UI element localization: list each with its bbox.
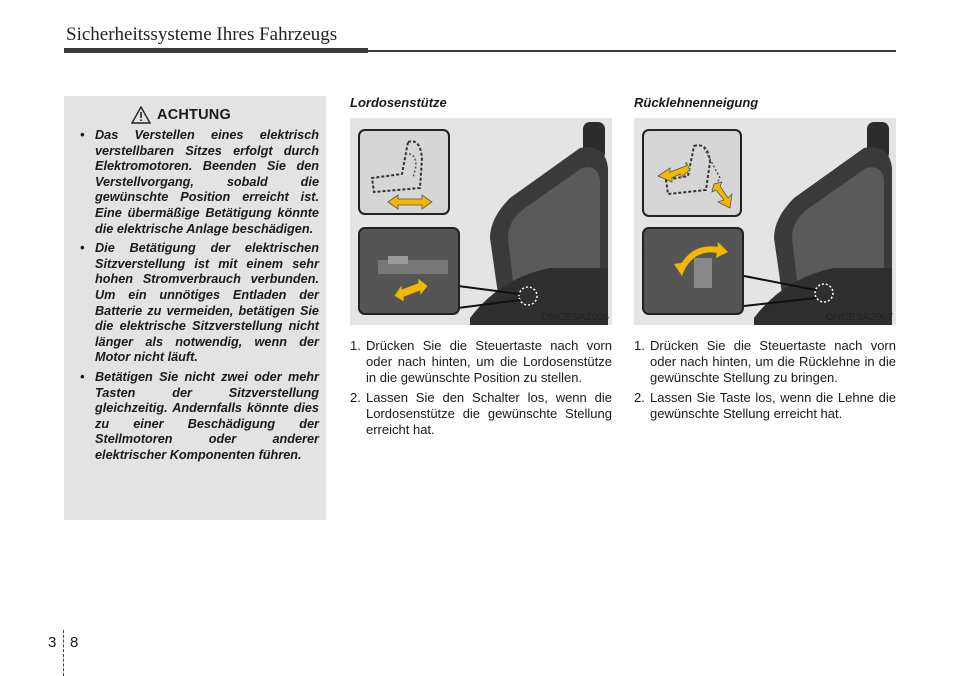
recline-steps	[634, 338, 896, 425]
bullet: •	[80, 369, 85, 384]
step-text: Drücken Sie die Steuertaste nach vorn oder nach hinten, um die Lordosenstütze in die gewünschte Position zu stellen.	[366, 338, 612, 386]
warning-header	[43, 106, 319, 124]
lumbar-section-title: Lordosenstütze	[350, 95, 447, 110]
recline-illustration	[634, 118, 896, 325]
lumbar-image-code: ONCESA2006	[541, 311, 609, 323]
warning-item-text: Das Verstellen eines elektrisch verstellbaren Sitzes erfolgt durch Elektromotoren. Beenden Sie den Verstellvorgang, sobald die gewünschte Position erreicht ist. Eine übermäßige Betätigung könnte die elektrische Anlage beschädigen.	[95, 128, 319, 236]
header-rule-thin	[368, 50, 896, 52]
recline-image-code: ONCESA2007	[825, 311, 893, 323]
page-header-title: Sicherheitssysteme Ihres Fahrzeugs	[66, 24, 338, 45]
recline-section-title: Rücklehnenneigung	[634, 95, 759, 110]
warning-title: ACHTUNG	[157, 107, 231, 123]
page-number: 8	[70, 634, 79, 651]
warning-list	[73, 128, 319, 463]
recline-seat-illustration	[634, 118, 896, 325]
bullet: •	[80, 241, 85, 256]
list-item	[634, 390, 896, 422]
list-item	[634, 338, 896, 387]
warning-triangle-icon	[131, 106, 151, 124]
footer-divider	[63, 630, 64, 676]
warning-item-text: Betätigen Sie nicht zwei oder mehr Tasten der Sitzverstellung gleichzeitig. Andernfalls könnte dies zu einer Beschädigung der Stellmotoren oder anderer elektrischer Komponenten führen.	[95, 369, 319, 462]
step-number: 1.	[634, 338, 645, 353]
step-text: Lassen Sie Taste los, wenn die Lehne die gewünschte Stellung erreicht hat.	[650, 389, 896, 421]
warning-item	[73, 370, 319, 464]
lumbar-seat-illustration	[350, 118, 612, 325]
warning-item-text: Die Betätigung der elektrischen Sitzverstellung ist mit einem sehr hohen Stromverbrauch verbunden. Um ein unnötiges Entladen der Batterie zu vermeiden, betätigen Sie die elektrische Sitzverstellung nicht länger als notwendig, wenn der Motor nicht läuft.	[95, 241, 319, 365]
bullet: •	[80, 128, 85, 142]
step-number: 2.	[350, 389, 361, 405]
warning-item	[73, 128, 319, 237]
warning-box	[64, 96, 326, 520]
lumbar-illustration	[350, 118, 612, 325]
step-number: 2.	[634, 389, 645, 405]
header-rule-thick	[64, 48, 368, 53]
step-number: 1.	[350, 338, 361, 353]
list-item	[350, 390, 612, 439]
step-text: Lassen Sie den Schalter los, wenn die Lordosenstütze die gewünschte Stellung erreicht hat.	[366, 389, 612, 438]
step-text: Drücken Sie die Steuertaste nach vorn oder nach hinten, um die Rücklehne in die gewünschte Stellung zu bringen.	[650, 338, 896, 386]
chapter-number: 3	[48, 634, 57, 651]
list-item	[350, 338, 612, 387]
lumbar-steps	[350, 338, 612, 441]
warning-item	[73, 241, 319, 366]
